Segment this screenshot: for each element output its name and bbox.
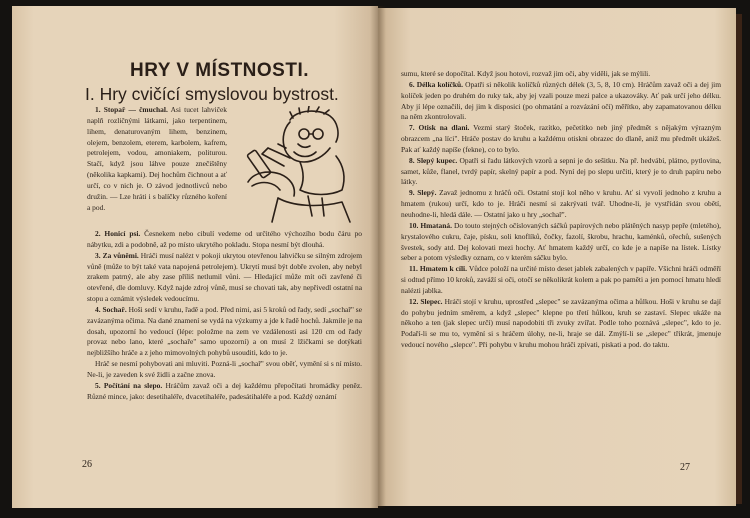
rule-title: 6. Délka kolíčků. [409,79,463,89]
rule-title: 10. Hmataná. [409,220,452,230]
rule-title: 2. Honicí psi. [95,229,141,238]
rule-paragraph [401,156,721,189]
rule-text: Opatři si řadu látkových vzorů a sepni je do sešitku. Na př. hedvábí, plátno, pytlovina, samet, kůže, flanel, tvrdý papír, skelný papír a pod. Nyní dej po slepu určiti, který je to druh papíru nebo látky. [401,155,721,187]
rule-title: 11. Hmatem k cíli. [409,264,467,274]
rule-paragraph [87,359,362,381]
rule-text: Opatři si několik kolíčků různých délek (3, 5, 8, 10 cm). Hráčům zavaž oči a dej jim kolíček jeden po druhém do ruky tak, aby jej vzali pouze mezi palce a ukazováky. Ať pak určí jeho délku. Aby jí lépe označili, dej jim k disposici (po ohmatání a rozvázání očí) měřítko, aby zapamatovanou délku na něm zkontrolovali. [401,79,722,122]
rule-paragraph [87,251,362,305]
right-text-column [401,69,721,351]
man-sniffing-bottle-sketch [238,106,360,226]
rule-paragraph [401,188,721,221]
section-subheading: I. Hry cvičící smyslovou bystrost. [85,84,339,104]
rule-text: Vezmi starý štoček, razítko, pečetítko neb jiný předmět s nějakým výrazným obrazcem „na líci". Hráče postav do kruhu a každému otiskni obrazec do dlaně, aniž mu předmět ukážeš. Pak ať každý napíše (fekne), co to bylo. [401,123,721,154]
rule-text: Česnekem nebo cibulí vedeme od určitého výchozího bodu čáru po nábytku, zdi a podobně, až po místo ukrytého pokladu. Stopa nesmí být dlouhá. [87,229,363,249]
rule-title: 8. Slepý kupec. [409,155,458,165]
rule-title: 12. Slepec. [409,296,443,306]
rule-paragraph [401,264,721,297]
right-page [378,8,736,506]
rule-paragraph [401,123,721,156]
rule-title: 7. Otisk na dlani. [409,123,470,133]
left-text-wide [87,229,362,403]
left-page [12,6,378,508]
rule-text: Hráčům zavaž oči a dej každému přepočítati hromádky peněz. Různé mince, jako: desetihaléře, dvacetihaléře, padesátihaléře a pod. Každý oznámí [87,380,363,401]
page-number-right: 27 [680,462,690,473]
rule-title: 3. Za vůněmi. [95,250,139,260]
page-number-left: 26 [82,459,92,470]
rule-paragraph [401,80,721,123]
rule-title: 5. Počítání na slepo. [95,380,163,390]
rule-text: Hráči stojí v kruhu, uprostřed „slepec" se zavázanýma očima a hůlkou. Hoši v kruhu se dají do pohybu jedním směrem, a když „slepec" klepne po třetí hůlkou, kruh se zastaví. Slepec ukáže na někoho a ten (jak slepec určí) musí napodobiti tři zvuky zvířat. Podle toho poznává „slepec", kdo to je. Podaří-li se mu to, vymění si s hráčem úlohy, ne-li, hraje se dál. Zmýlí-li se „slepec" třikrát, jmenuje vedoucí nového „slepce". Při pohybu v kruhu mohou hráči zpívati, piskati a pod. do taktu. [401,296,721,350]
rule-text: Zavaž jednomu z hráčů oči. Ostatní stojí kol něho v kruhu. Ať si vyvolí jednoho z kruhu a hmatem (rukou) určí, kdo to je. Hráči nesmí si zakrývati tvář. Uhodne-li, je vystřídán svou obětí, neuhodne-li, hledá dále. — Ostatní jako u hry „sochař". [401,188,721,219]
page-heading: HRY V MÍSTNOSTI. [130,60,310,81]
rule-text: Hráč se nesmí pohybovati ani mluviti. Pozná-li „sochař" svou oběť, vymění si s ní místo. Ne-li, je zaveden k své židli a začne znova. [87,359,362,379]
rule-title: 1. Stopař — čmuchal. [95,105,168,114]
book-cover-edge [736,14,742,504]
rule-paragraph [87,229,362,251]
rule-text: Vůdce položí na určité místo deset jablek zabalených v papíře. Všichni hráči odměří si odtud přímo 10 kroků, zaváží si oči, otočí se několikrát kolem a pak po paměti a jen pomocí hmatu hledí nalézti jablka. [401,264,721,295]
rule-paragraph [401,221,721,264]
rule-paragraph [401,69,721,80]
rule-title: 4. Sochař. [95,304,127,314]
rule-text: Hráči musí nalézt v pokoji ukrytou otevřenou lahvičku se silným zdrojem vůně (může to být také vata napojená petrolejem). Ukrytí musí být dobře zvolen, aby nebyl zrakem patrný, ale aby zase příliš netlumil vůni. — Hledající může mít oči zavřené či otevřené, dle domluvy. Když najde zdroj vůně, musí se chovati tak, aby nepřivedl ostatní na stopu a oznámit výsledek vedoucímu. [87,250,363,304]
book-gutter [370,6,386,508]
rule-paragraph [87,305,362,359]
rule-text: Hoši sedí v kruhu, řadě a pod. Před nimi, asi 5 kroků od řady, sedí „sochař" se zavázanýma očima. Na dané znamení se vydá na výzkumy a jde k řadě hochů. Jakmile je na dosah, upozorní ho vedoucí (lépe: položme na zem ve vzdálenosti asi 120 cm od řady provaz nebo lano, které „sochaře" samo upozorní) a on musí 2 lžičkami se dotýkati nejbližšího hráče a z jeho mimovolných pohybů usouditi, kdo to je. [87,304,362,358]
rule-text: sumu, které se dopočítal. Když jsou hotovi, rozvaž jim oči, aby viděli, jak se mýlili. [401,69,651,78]
rule-text: Asi tucet lahviček naplň rozličnými látkami, jako terpentinem, lihem, denaturovaným lihem, benzinem, olejem, benzolem, eterem, karbolem, kafrem, petrolejem, vodou, amoniakem, politurou. Stačí, když jsou láhve pouze znečištěny (několika kapkami). Dej hochům čichnout a ať určí, co v nich je. O závod jednotlivců nebo družin. — Lze hráti i s balíčky různého koření a pod. [87,105,227,212]
rule-text: Do touto stejných očíslovaných sáčků papírových nebo plátěných nasyp pepře (mletého), krystalového cukru, čaje, písku, soli knoflíků, čočky, fazolí, škrobu, hrachu, kaménků, ořechů, sušených švestek, sody atd. Dej kolovati mezi hochy. Ať hmatem každý určí, co kde je a napíše na lístek. Lístky seber a potom výsledky oznam, co v kterém sáčku bylo. [401,220,722,263]
rule-paragraph [87,381,362,403]
rule-paragraph [87,105,227,213]
rule-title: 9. Slepý. [409,188,437,198]
left-text-narrow [87,105,227,213]
rule-paragraph [401,297,721,351]
